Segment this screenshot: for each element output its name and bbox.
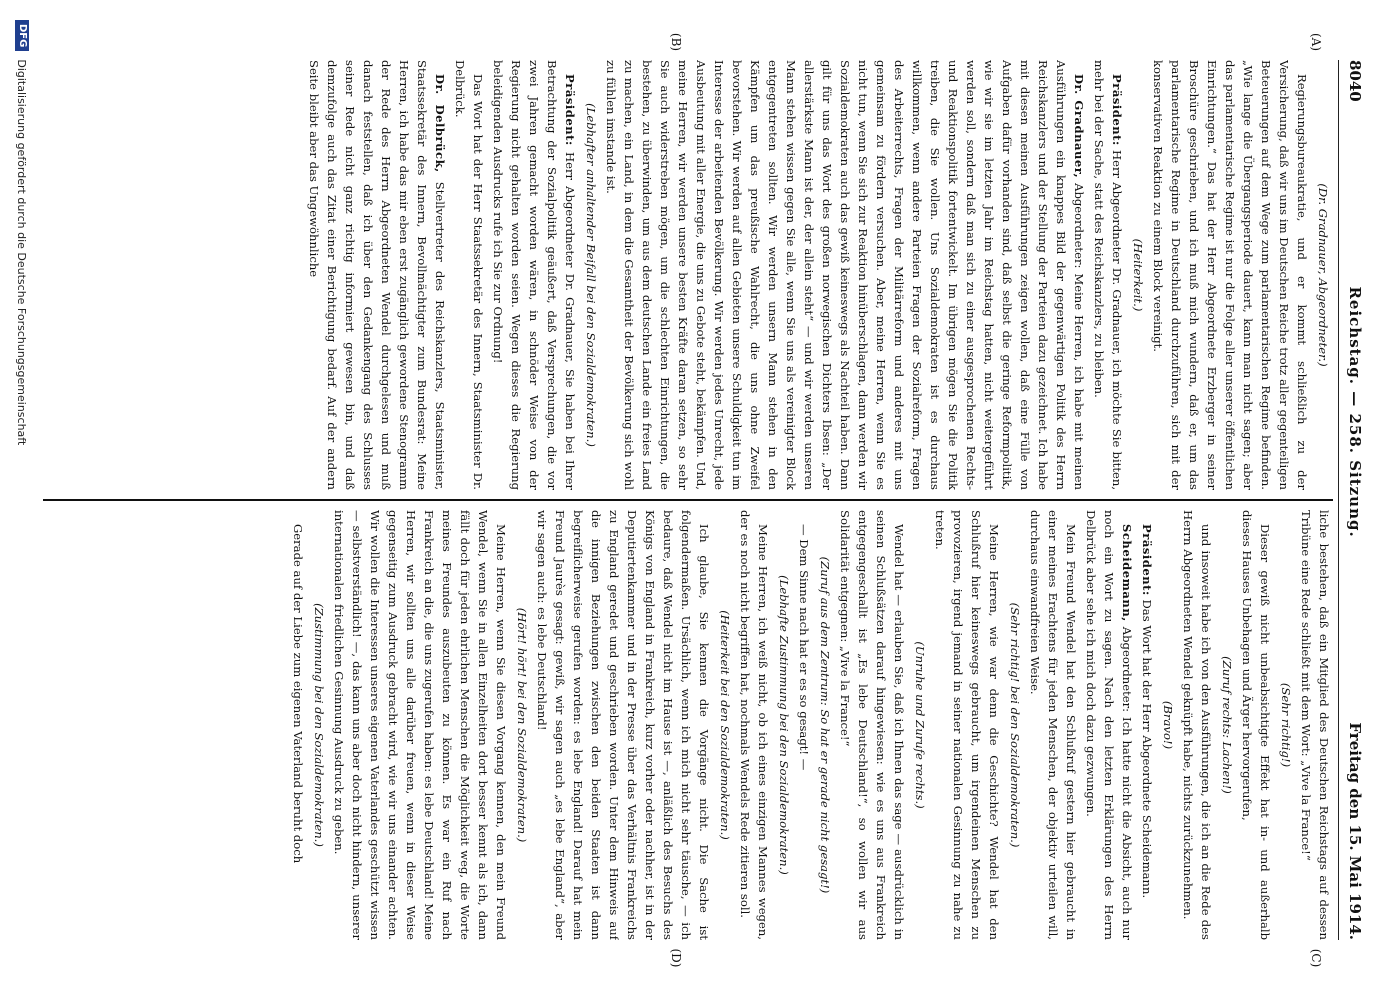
paragraph-text: Das Wort hat der Herr Staatssekretär des Innern, Staatsminister Dr. Delbrück. xyxy=(453,60,485,490)
running-header xyxy=(1341,60,1369,940)
paragraph xyxy=(1090,60,1126,490)
stage-direction: (Zuruf rechts: Lachen!) xyxy=(1220,656,1234,794)
speaker-name: Dr. Gradnauer, xyxy=(1072,74,1086,179)
margin-marker-c: (C) xyxy=(1309,948,1323,968)
speaker-name: Scheidemann, xyxy=(1120,524,1134,622)
paragraph-text: Ich glaube, Sie kennen die Vorgänge nicht. Die Sache ist folgendermaßen. Ursächlich, wenn ich mich nicht sehr täusche, — ich bedaure, daß Wendel nicht im Hause ist —, anläßlich des Besuchs des Königs von England in Frankreich, kurz vorher oder nachher, ist in der Deputiertenkammer und in der Presse über das Verhältnis Frankreichs zu England geredet und geschrieben worden. Unter dem Hinweis auf die innigen Beziehungen zwischen den beiden Staaten ist dann begreiflicherweise gerufen worden: es lebe England! Darauf hat mein Freund Jaurès gesagt: gewiß, wir sagen auch „es lebe England“, aber wir sagen auch: es lebe Deutschland! xyxy=(535,510,711,940)
stage-direction: (Lebhafte Zustimmung bei den Sozialdemokraten.) xyxy=(777,575,791,875)
right-column xyxy=(43,510,1333,940)
speaker-name: Präsident: xyxy=(1110,74,1124,146)
header-rule xyxy=(1338,60,1339,940)
paragraph xyxy=(931,510,1003,940)
paragraph xyxy=(1297,510,1333,940)
left-column xyxy=(43,60,1333,490)
margin-marker-b: (B) xyxy=(669,32,683,52)
stage-direction: (Bravo!) xyxy=(1161,700,1175,750)
paragraph-text: Meine Herren, ich weiß nicht, ob ich eines einzigen Mannes wegen, der es noch nicht begriffen hat, nochmals Wendels Rede zitieren soll. xyxy=(738,510,770,940)
margin-marker-d: (D) xyxy=(669,948,683,968)
paragraph-text: Regierungsbureaukratie, und er kommt schließlich zu der Versicherung, daß wir uns im Deutschen Reiche trotz aller gegenteiligen Beteuerungen auf dem Wege zum parlamentarischen Regime befinden. „Wie lange die Übergangsperiode dauert, kann man nicht sagen; aber das parlamentarische Regime ist nur die Folge aller unserer öffentlichen Einrichtungen.“ Das hat der Herr Abgeordnete Erzberger in seiner Broschüre geschrieben, und ich muß mich wundern, daß er, um das parlamentarische Regime in Deutschland durchzuführen, sich mit der konservativen Reaktion zu einem Block vereinigt. xyxy=(1151,60,1309,490)
paragraph xyxy=(533,510,713,940)
paragraph-text: Meine Herren, wenn Sie diesen Vorgang kennen, den mein Freund Wendel, wenn Sie in allen Einzelheiten dort besser kennt als ich, dann fällt doch für jeden ehrlichen Menschen die Möglichkeit weg, die Worte meines Freundes auszubeuten zu können. Es war ein Ruf nach Frankreich an die, die uns zugerufen haben: es lebe Deutschland! Meine Herren, wir sollten uns alle darüber freuen, wenn in dieser Weise gegenseitig zum Ausdruck gebracht wird, wie wir uns einander achten. Wir wollen die Interessen unseres eigenen Vaterlandes geschützt wissen — selbstverständlich! —, das kann uns aber doch nicht hindern, unserer internationalen friedlichen Gesinnung Ausdruck zu geben. xyxy=(332,510,508,940)
paragraph-text: Stellvertreter des Reichskanzlers, Staatsminister, Staatssekretär des Innern, Bevollmächtigter zum Bundesrat: Meine Herren, ich habe das mir eben erst zugänglich gewordene Stenogramm der Rede des Herrn Abgeordneten Wendel durchgelesen und muß danach feststellen, daß ich über den Gedankengang des Schlusses seiner Rede nicht ganz richtig informiert gewesen bin, und daß demzufolge auch das Zitat einer Berichtigung bedarf. Auf der andern Seite bleibt aber das Ungewöhnliche xyxy=(307,60,447,490)
speaker-name: Dr. Delbrück, xyxy=(433,74,447,173)
stage-direction: (Unruhe und Zurufe rechts.) xyxy=(913,641,927,809)
stage-direction: (Heiterkeit.) xyxy=(1131,238,1145,312)
speaker-name: Präsident: xyxy=(1140,524,1154,596)
paragraph-text: Mein Freund Wendel hat den Schlußruf gestern hier gebraucht in einer meines Erachtens für jeden Menschen, der objektiv urteilen will, durchaus einwandfreien Weise. xyxy=(1028,510,1078,940)
paragraph xyxy=(305,60,449,490)
margin-marker-a: (A) xyxy=(1309,32,1323,52)
paragraph xyxy=(1026,510,1080,940)
paragraph xyxy=(1238,510,1274,940)
paragraph-text: Gerade auf der Liebe zum eigenen Vaterland beruht doch xyxy=(291,524,305,864)
paragraph-text: Abgeordneter: Meine Herren, ich habe mit meinen Ausführungen ein knappes Bild der gegenwärtigen Politik des Herrn Reichskanzlers und der Stellung der Parteien dazu gezeichnet. Ich habe mit diesen meinen Ausführungen zeigen wollen, daß eine Fülle von Aufgaben dafür vorhanden sind, daß selbst die geringe Reformpolitik, wie wir sie im letzten Jahr im Reichstag hatten, nicht weitergeführt werden soll, sondern daß man sich zu einer ausgesprochenen Rechts- und Reaktionspolitik fortentwickelt. Im übrigen mögen Sie die Politik treiben, die Sie wollen. Uns Sozialdemokraten ist es durchaus willkommen, wenn andere Parteien Fragen der Sozialreform, Fragen des Arbeiterrechts, Fragen der Militärreform und anderes mit uns gemeinsam zu fördern versuchen. Aber, meine Herren, wenn Sie es nicht tun, wenn Sie sich zur Reaktion hinüberschlagen, dann werden wir Sozialdemokraten auch das gewiß keineswegs als Nachteil haben. Dann gilt für uns das Wort des großen norwegischen Dichters Ibsen: „Der allerstärkste Mann ist der, der allein steht“ — und wir werden unseren Mann stehen wissen gegen Sie alle, wenn Sie uns als vereinigter Block entgegentreten sollten. Wir werden unsern Mann stehen in den Kämpfen um das preußische Wahlrecht, die uns ohne Zweifel bevorstehen. Wir werden auf allen Gebieten unsere Schuldigkeit tun im Interesse der arbeitenden Bevölkerung. Wir werden jedes Unrecht, jede Ausbeutung mit aller Energie, die uns zu Gebote steht, bekämpfen. Und, meine Herren, wir werden unsere besten Kräfte daran setzen, so sehr Sie auch widerstreben mögen, um die schlechten Einrichtungen, die bestehen, zu überwinden, um aus dem deutschen Lande ein freies Land zu machen, ein Land, in dem die Gesamtheit der Bevölkerung sich wohl zu fühlen imstande ist. xyxy=(604,60,1086,490)
paragraph-text: Herr Abgeordneter Dr. Gradnauer, ich möchte Sie bitten, mehr bei der Sache, statt des Reichskanzlers, zu bleiben. xyxy=(1092,60,1124,490)
stage-direction: (Sehr richtig! bei den Sozialdemokraten.) xyxy=(1008,602,1022,848)
paragraph xyxy=(1179,510,1215,940)
paragraph xyxy=(1082,510,1136,940)
paragraph xyxy=(451,60,487,490)
paragraph-text: Abgeordneter: Ich hatte nicht die Absicht, auch nur noch ein Wort zu sagen. Nach den letzten Erklärungen des Herrn Delbrück aber sehe ich mich doch dazu gezwungen. xyxy=(1084,510,1134,940)
paragraph-text: Herr Abgeordneter Dr. Gradnauer, Sie haben bei Ihrer Betrachtung der Sozialpolitik geäußert, daß Versprechungen, die vor zwei Jahren gemacht worden wären, in schnöder Weise von der Regierung nicht gehalten worden seien. Wegen dieses die Regierung beleidigenden Ausdrucks rufe ich Sie zur Ordnung! xyxy=(491,60,577,490)
paragraph xyxy=(602,60,1088,490)
paragraph xyxy=(489,60,579,490)
paragraph-text: und insoweit habe ich von den Ausführungen, die ich an die Rede des Herrn Abgeordneten Wendel geknüpft habe, nichts zurückzunehmen. xyxy=(1181,510,1213,940)
paragraph-text: Wendel hat — erlauben Sie, daß ich Ihnen das sage — ausdrücklich in seinen Schlußsätzen darauf hingewiesen: wie es uns aus Frankreich entgegengeschallt ist „Es lebe Deutschland!“, so wollen wir aus Solidarität entgegnen: „Vive la France!“ xyxy=(838,510,906,940)
stage-direction: (Hört! hört! bei den Sozialdemokraten.) xyxy=(515,607,529,843)
session-date: Freitag den 15. Mai 1914. xyxy=(1346,722,1364,940)
paragraph xyxy=(289,510,307,940)
page-number: 8040 xyxy=(1346,60,1364,102)
paragraph-text: Dieser gewiß nicht unbeabsichtigte Effekt hat in- und außerhalb dieses Hauses Unbehagen und Ärger hervorgerufen, xyxy=(1240,510,1272,940)
paragraph-text: — Dem Sinne nach hat er es so gesagt! — xyxy=(797,524,811,771)
stage-direction: (Sehr richtig!) xyxy=(1279,682,1293,768)
paragraph-text: Das Wort hat der Herr Abgeordnete Scheidemann. xyxy=(1140,599,1154,899)
footer-text: Digitalisierung gefördert durch die Deutsche Forschungsgemeinschaft xyxy=(15,59,29,446)
column-divider xyxy=(43,499,1333,501)
paragraph-text: liche bestehen, daß ein Mitglied des Deutschen Reichstags auf dessen Tribüne eine Rede schließt mit dem Wort: „Vive la France!“ xyxy=(1299,510,1331,940)
stage-direction: (Zustimmung bei den Sozialdemokraten.) xyxy=(312,603,326,847)
dfg-logo: DFG xyxy=(15,20,29,51)
footer xyxy=(13,20,31,620)
paragraph xyxy=(330,510,510,940)
stage-direction: (Zuruf aus dem Zentrum: So hat er gerade nicht gesagt!) xyxy=(818,556,832,894)
paragraph-text: Meine Herren, wie war denn die Geschichte? Wendel hat den Schlußruf hier keineswegs gebraucht, um irgendeinen Menschen zu provozieren, irgend jemand in seiner nationalen Gesinnung zu nahe zu treten. xyxy=(933,510,1001,940)
paragraph xyxy=(736,510,772,940)
stage-direction: (Lebhafter anhaltender Beifall bei den Sozialdemokraten.) xyxy=(584,103,598,447)
paragraph xyxy=(795,510,813,940)
stage-direction: (Heiterkeit bei den Sozialdemokraten.) xyxy=(718,610,732,840)
session-title: Reichstag. — 258. Sitzung. xyxy=(1346,286,1364,538)
paragraph xyxy=(836,510,908,940)
paragraph xyxy=(1149,60,1311,490)
paragraph xyxy=(1138,510,1156,940)
speaker-name: Präsident: xyxy=(563,74,577,146)
stage-direction: (Dr. Gradnauer, Abgeordneter.) xyxy=(1316,183,1330,367)
